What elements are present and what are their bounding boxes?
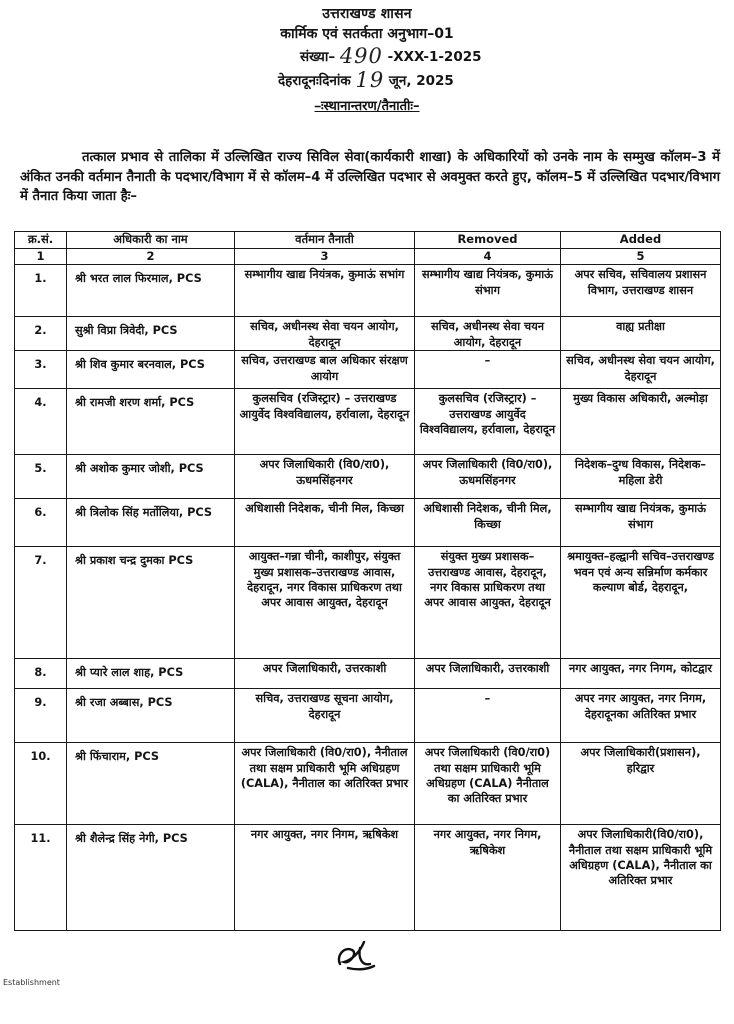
- table-row: [15, 455, 721, 499]
- officer-name-cell: श्री त्रिलोक सिंह मर्तोलिया, PCS: [67, 499, 235, 547]
- current-posting-cell: आयुक्त–गन्ना चीनी, काशीपुर, संयुक्त मुख्य प्रशासक–उत्तराखण्ड आवास, देहरादून, नगर विकास प्राधिकरण तथा अपर आवास आयुक्त, देहरादून: [235, 547, 415, 659]
- signature-mark: [330, 934, 380, 976]
- removed-posting-cell: –: [415, 689, 561, 743]
- serial-cell: 9.: [15, 689, 67, 743]
- header-current-posting: वर्तमान तैनाती: [235, 232, 415, 249]
- header-added: Added: [561, 232, 721, 249]
- column-number: 1: [15, 249, 67, 265]
- column-number-row: [15, 249, 721, 265]
- current-posting-cell: सचिव, अधीनस्थ सेवा चयन आयोग, देहरादून: [235, 317, 415, 351]
- serial-cell: 5.: [15, 455, 67, 499]
- serial-cell: 3.: [15, 351, 67, 389]
- added-posting-cell: वाह्य प्रतीक्षा: [561, 317, 721, 351]
- officer-name-cell: श्री रजा अब्बास, PCS: [67, 689, 235, 743]
- current-posting-cell: अधिशासी निदेशक, चीनी मिल, किच्छा: [235, 499, 415, 547]
- table-header-row: [15, 232, 721, 249]
- table-row: [15, 499, 721, 547]
- current-posting-cell: अपर जिलाधिकारी, उत्तरकाशी: [235, 659, 415, 689]
- current-posting-cell: अपर जिलाधिकारी (वि0/रा0), नैनीताल तथा सक्षम प्राधिकारी भूमि अधिग्रहण (CALA), नैनीताल का अतिरिक्त प्रभार: [235, 743, 415, 825]
- officer-name-cell: सुश्री विप्रा त्रिवेदी, PCS: [67, 317, 235, 351]
- section-heading: कार्मिक एवं सतर्कता अनुभाग–01: [280, 26, 454, 42]
- table-row: [15, 351, 721, 389]
- current-posting-cell: नगर आयुक्त, नगर निगम, ऋषिकेश: [235, 825, 415, 931]
- added-posting-cell: अपर नगर आयुक्त, नगर निगम, देहरादूनका अतिरिक्त प्रभार: [561, 689, 721, 743]
- removed-posting-cell: –: [415, 351, 561, 389]
- serial-cell: 11.: [15, 825, 67, 931]
- column-number: 5: [561, 249, 721, 265]
- added-posting-cell: श्रमायुक्त–हल्द्वानी सचिव–उत्तराखण्ड भवन एवं अन्य सन्निर्माण कर्मकार कल्याण बोर्ड, देहरादून,: [561, 547, 721, 659]
- officer-name-cell: श्री अशोक कुमार जोशी, PCS: [67, 455, 235, 499]
- removed-posting-cell: सम्भागीय खाद्य नियंत्रक, कुमाऊं संभाग: [415, 265, 561, 317]
- table-row: [15, 825, 721, 931]
- table-row: [15, 389, 721, 455]
- added-posting-cell: अपर जिलाधिकारी(प्रशासन), हरिद्वार: [561, 743, 721, 825]
- added-posting-cell: सम्भागीय खाद्य नियंत्रक, कुमाऊं संभाग: [561, 499, 721, 547]
- order-date-suffix: जून, 2025: [388, 73, 454, 89]
- officer-name-cell: श्री रामजी शरण शर्मा, PCS: [67, 389, 235, 455]
- serial-cell: 7.: [15, 547, 67, 659]
- order-paragraph: तत्काल प्रभाव से तालिका में उल्लिखित राज्य सिविल सेवा(कार्यकारी शाखा) के अधिकारियों को उनके नाम के सम्मुख कॉलम–3 में अंकित उनकी वर्तमान तैनाती के पदभार/विभाग में से कॉलम–4 में उल्लिखित पदभार से अवमुक्त करते हुए, कॉलम–5 में उल्लिखित पदभार/विभाग में तैनात किया जाता हैः–: [20, 150, 720, 204]
- serial-cell: 2.: [15, 317, 67, 351]
- serial-cell: 8.: [15, 659, 67, 689]
- header-officer-name: अधिकारी का नाम: [67, 232, 235, 249]
- officer-name-cell: श्री शैलेन्द्र सिंह नेगी, PCS: [67, 825, 235, 931]
- current-posting-cell: अपर जिलाधिकारी (वि0/रा0), ऊधमसिंहनगर: [235, 455, 415, 499]
- serial-cell: 4.: [15, 389, 67, 455]
- transfer-table: [14, 231, 721, 931]
- added-posting-cell: निदेशक–दुग्ध विकास, निदेशक–महिला डेरी: [561, 455, 721, 499]
- officer-name-cell: श्री शिव कुमार बरनवाल, PCS: [67, 351, 235, 389]
- establishment-stamp: Establishment: [3, 978, 60, 987]
- column-number: 2: [67, 249, 235, 265]
- added-posting-cell: नगर आयुक्त, नगर निगम, कोटद्वार: [561, 659, 721, 689]
- added-posting-cell: अपर सचिव, सचिवालय प्रशासन विभाग, उत्तराखण्ड शासन: [561, 265, 721, 317]
- officer-name-cell: श्री प्रकाश चन्द्र दुमका PCS: [67, 547, 235, 659]
- serial-cell: 1.: [15, 265, 67, 317]
- removed-posting-cell: संयुक्त मुख्य प्रशासक– उत्तराखण्ड आवास, देहरादून, नगर विकास प्राधिकरण तथा अपर आवास आयुक्त, देहरादून: [415, 547, 561, 659]
- order-number-label: संख्या–: [300, 49, 336, 65]
- removed-posting-cell: अपर जिलाधिकारी (वि0/रा0), ऊधमसिंहनगर: [415, 455, 561, 499]
- officer-name-cell: श्री प्यारे लाल शाह, PCS: [67, 659, 235, 689]
- column-number: 3: [235, 249, 415, 265]
- order-date: [278, 68, 454, 92]
- table-row: [15, 317, 721, 351]
- table-row: [15, 689, 721, 743]
- serial-cell: 10.: [15, 743, 67, 825]
- order-number-suffix: -XXX-1-2025: [387, 49, 482, 65]
- order-number: [300, 44, 482, 68]
- department-heading: उत्तराखण्ड शासन: [322, 6, 412, 22]
- header-removed: Removed: [415, 232, 561, 249]
- table-row: [15, 547, 721, 659]
- header-serial: क्र.सं.: [15, 232, 67, 249]
- removed-posting-cell: अपर जिलाधिकारी (वि0/रा0) तथा सक्षम प्राधिकारी भूमि अधिग्रहण (CALA) नैनीताल का अतिरिक्त प्रभार: [415, 743, 561, 825]
- removed-posting-cell: अपर जिलाधिकारी, उत्तरकाशी: [415, 659, 561, 689]
- current-posting-cell: कुलसचिव (रजिस्ट्रार) – उत्तराखण्ड आयुर्वेद विश्वविद्यालय, हर्रावाला, देहरादून: [235, 389, 415, 455]
- added-posting-cell: अपर जिलाधिकारी(वि0/रा0), नैनीताल तथा सक्षम प्राधिकारी भूमि अधिग्रहण (CALA), नैनीताल का अतिरिक्त प्रभार: [561, 825, 721, 931]
- current-posting-cell: सम्भागीय खाद्य नियंत्रक, कुमाऊं सभांग: [235, 265, 415, 317]
- subject-line: –ःस्थानान्तरण/तैनातीः–: [314, 99, 420, 114]
- removed-posting-cell: कुलसचिव (रजिस्ट्रार) – उत्तराखण्ड आयुर्वेद विश्वविद्यालय, हर्रावाला, देहरादून: [415, 389, 561, 455]
- removed-posting-cell: सचिव, अधीनस्थ सेवा चयन आयोग, देहरादून: [415, 317, 561, 351]
- current-posting-cell: सचिव, उत्तराखण्ड सूचना आयोग, देहरादून: [235, 689, 415, 743]
- order-date-label: देहरादूनःदिनांक: [278, 73, 351, 89]
- added-posting-cell: मुख्य विकास अधिकारी, अल्मोड़ा: [561, 389, 721, 455]
- table-row: [15, 659, 721, 689]
- table-row: [15, 265, 721, 317]
- order-number-handwritten: 490: [339, 44, 383, 68]
- serial-cell: 6.: [15, 499, 67, 547]
- officer-name-cell: श्री फिंचाराम, PCS: [67, 743, 235, 825]
- officer-name-cell: श्री भरत लाल फिरमाल, PCS: [67, 265, 235, 317]
- order-date-handwritten: 19: [355, 68, 385, 92]
- added-posting-cell: सचिव, अधीनस्थ सेवा चयन आयोग, देहरादून: [561, 351, 721, 389]
- current-posting-cell: सचिव, उत्तराखण्ड बाल अधिकार संरक्षण आयोग: [235, 351, 415, 389]
- table-row: [15, 743, 721, 825]
- column-number: 4: [415, 249, 561, 265]
- removed-posting-cell: अधिशासी निदेशक, चीनी मिल, किच्छा: [415, 499, 561, 547]
- removed-posting-cell: नगर आयुक्त, नगर निगम, ऋषिकेश: [415, 825, 561, 931]
